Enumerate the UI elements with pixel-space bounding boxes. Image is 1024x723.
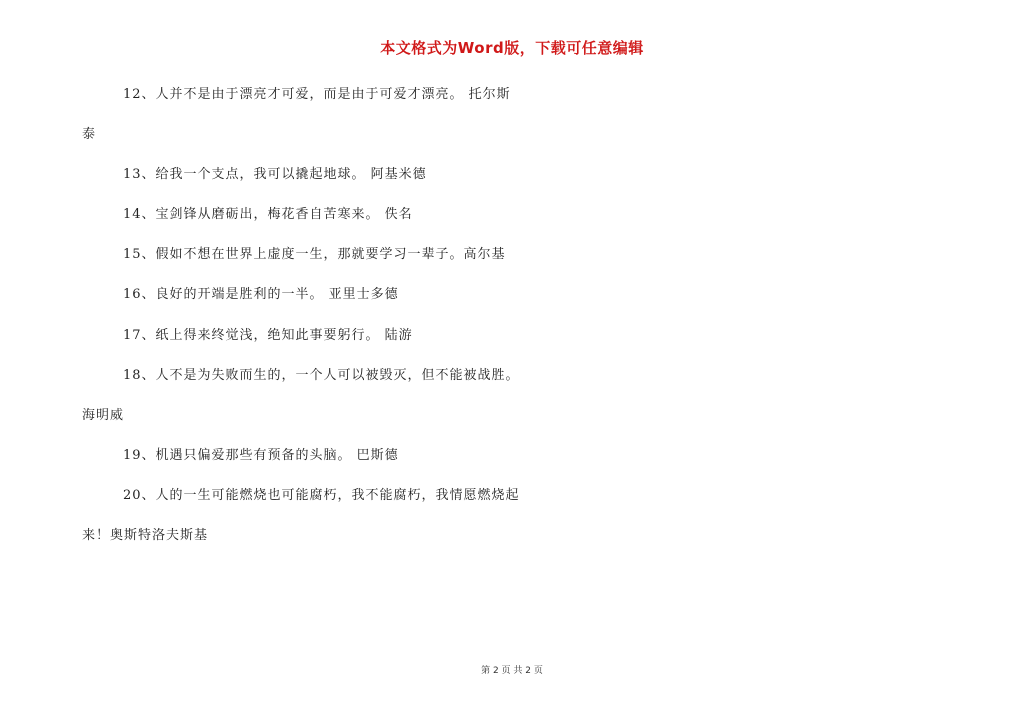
quote-line-15: 15、假如不想在世界上虚度一生，那就要学习一辈子。高尔基 [123,247,506,262]
quote-line-14: 14、宝剑锋从磨砺出，梅花香自苦寒来。 佚名 [123,207,413,222]
quote-line-20: 20、人的一生可能燃烧也可能腐朽，我不能腐朽，我情愿燃烧起 [123,488,520,503]
quote-line-16: 16、良好的开端是胜利的一半。 亚里士多德 [123,287,399,302]
quote-line-12-continued: 泰 [82,127,97,142]
quote-line-19: 19、机遇只偏爱那些有预备的头脑。 巴斯德 [123,448,399,463]
quote-line-13: 13、给我一个支点，我可以撬起地球。 阿基米德 [123,167,427,182]
quote-line-18: 18、人不是为失败而生的，一个人可以被毁灭，但不能被战胜。 [123,368,520,383]
quote-line-18-continued: 海明威 [82,408,125,423]
quote-line-20-continued: 来！奥斯特洛夫斯基 [82,528,209,543]
page-number-footer: 第 2 页 共 2 页 [481,666,543,676]
quote-line-17: 17、纸上得来终觉浅，绝知此事要躬行。 陆游 [123,328,413,343]
document-header-banner: 本文格式为Word版，下载可任意编辑 [380,39,644,57]
quote-line-12: 12、人并不是由于漂亮才可爱，而是由于可爱才漂亮。 托尔斯 [123,87,511,102]
